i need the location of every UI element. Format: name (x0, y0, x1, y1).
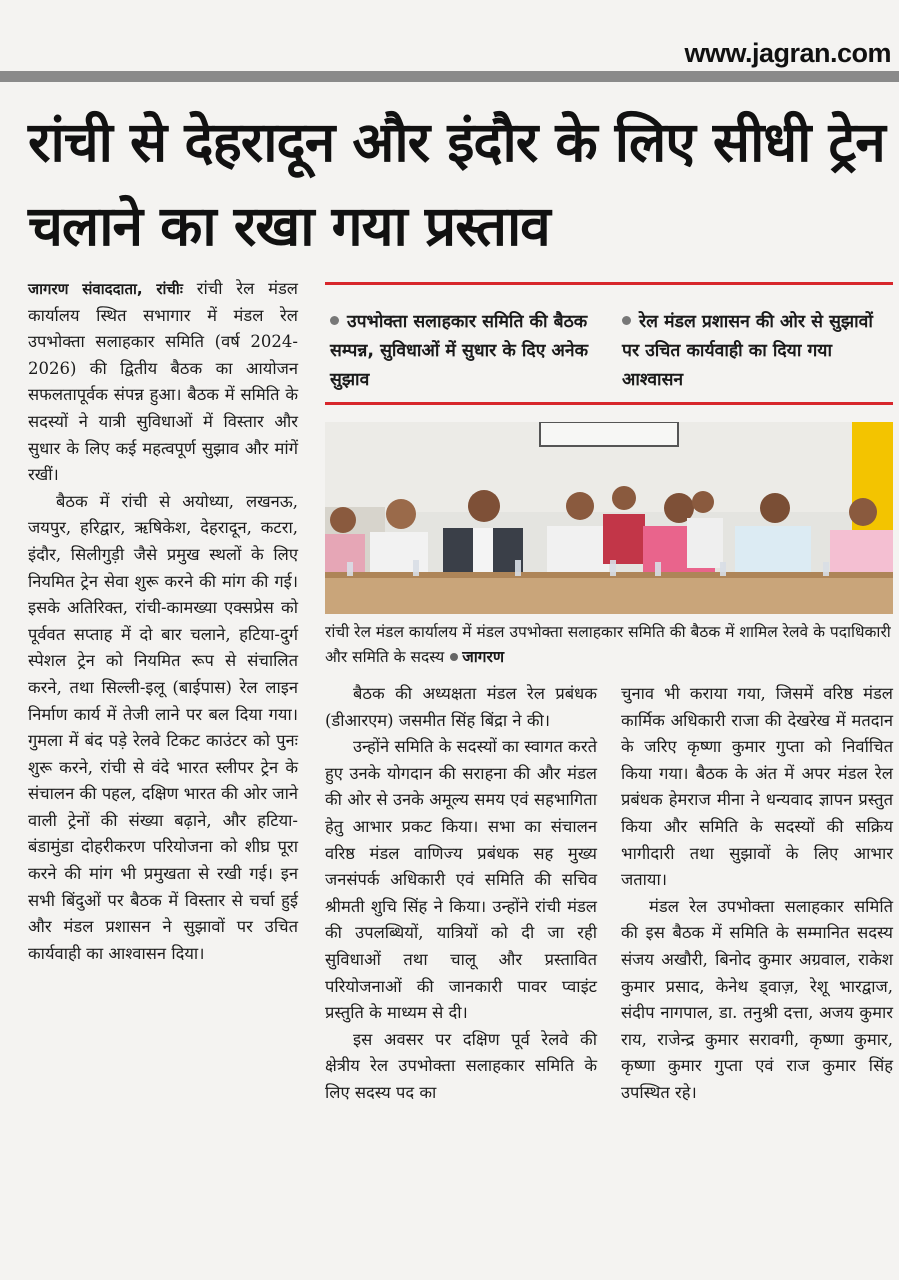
article-paragraph: इस अवसर पर दक्षिण पूर्व रेलवे की क्षेत्रीय रेल उपभोक्ता सलाहकार समिति के लिए सदस्य पद का (325, 1029, 597, 1102)
caption-text: रांची रेल मंडल कार्यालय में मंडल उपभोक्ता सलाहकार समिति की बैठक में शामिल रेलवे के पदाधिकारी और समिति के सदस्य (325, 623, 891, 666)
highlight-text: रेल मंडल प्रशासन की ओर से सुझावों पर उचित कार्यवाही का दिया गया आश्वासन (622, 312, 873, 390)
article-paragraph: मंडल रेल उपभोक्ता सलाहकार समिति की इस बैठक में समिति के सम्मानित सदस्य संजय अखौरी, बिनोद कुमार अग्रवाल, राकेश कुमार प्रसाद, केनेथ ड्वाज़, रेशू भारद्वाज, संदीप नागपाल, डा. तनुश्री दत्ता, अजय कुमार राय, राजेन्द्र कुमार सरावगी, कृष्णा कुमार, कृष्णा कुमार गुप्ता एवं राज कुमार सिंह उपस्थित रहे। (621, 896, 893, 1102)
meeting-photo (325, 422, 893, 614)
page-title: रांची से देहरादून और इंदौर के लिए सीधी ट्रेन चलाने का रखा गया प्रस्ताव (28, 110, 885, 258)
highlight-top-rule (325, 282, 893, 285)
article-column-1 (28, 276, 298, 967)
article-column-2 (325, 681, 597, 1107)
highlight-bottom-rule (325, 402, 893, 405)
meeting-photo-illustration (325, 422, 893, 614)
article-paragraph: चुनाव भी कराया गया, जिसमें वरिष्ठ मंडल कार्मिक अधिकारी राजा की देखरेख में मतदान के जरिए कृष्णा कुमार गुप्ता को निर्वाचित किया गया। बैठक के अंत में अपर मंडल रेल प्रबंधक हेमराज मीना ने धन्यवाद ज्ञापन प्रस्तुत किया और समिति के सदस्यों की सक्रिय भागीदारी तथा सुझावों के लिए आभार जताया। (621, 684, 893, 890)
highlight-text: उपभोक्ता सलाहकार समिति की बैठक सम्पन्न, सुविधाओं में सुधार के दिए अनेक सुझाव (330, 312, 589, 390)
bullet-icon (622, 316, 631, 325)
article-paragraph (28, 276, 298, 489)
article-column-3 (621, 681, 893, 1107)
highlight-2 (622, 308, 892, 395)
bullet-icon (330, 316, 339, 325)
photo-caption (325, 620, 893, 670)
photo-credit: जागरण (462, 648, 505, 666)
bullet-icon (450, 653, 458, 661)
highlight-1 (330, 308, 605, 395)
site-url: www.jagran.com (684, 38, 891, 68)
dateline: जागरण संवाददाता, रांचीः (28, 280, 183, 298)
article-paragraph: बैठक की अध्यक्षता मंडल रेल प्रबंधक (डीआरएम) जसमीत सिंह बिंद्रा ने की। (325, 684, 597, 730)
article-paragraph: बैठक में रांची से अयोध्या, लखनऊ, जयपुर, हरिद्वार, ऋषिकेश, देहरादून, कटरा, इंदौर, सिलीगुड़ी जैसे प्रमुख स्थलों के लिए नियमित ट्रेन सेवा शुरू करने की मांग की गई। इसके अतिरिक्त, रांची-कामख्या एक्सप्रेस को पूर्ववत सप्ताह में दो बार चलाने, हटिया-दुर्ग स्पेशल ट्रेन को नियमित रूप से संचालित करने, तथा सिल्ली-इलू (बाईपास) रेल लाइन निर्माण कार्य में तेजी लाने पर बल दिया गया। गुमला में बंद पड़े रेलवे टिकट काउंटर को पुनः शुरू करने, रांची से वंदे भारत स्लीपर ट्रेन के संचालन की पहल, दक्षिण भारत की ओर जाने वाली ट्रेनों की संख्या बढ़ाने, और हटिया-बंडामुंडा दोहरीकरण परियोजना को शीघ्र पूरा करने की मांग भी प्रमुखता से रखी गई। इन सभी बिंदुओं पर बैठक में विस्तार से चर्चा हुई और मंडल प्रशासन ने सुझावों पर उचित कार्यवाही का आश्वासन दिया। (28, 491, 298, 963)
top-rule (0, 71, 899, 82)
paragraph-text: रांची रेल मंडल कार्यालय स्थित सभागार में मंडल रेल उपभोक्ता सलाहकार समिति (वर्ष 2024-2026) की द्वितीय बैठक का आयोजन सफलतापूर्वक संपन्न हुआ। बैठक में समिति के सदस्यों ने यात्री सुविधाओं में विस्तार और सुधार के लिए कई महत्वपूर्ण सुझाव और मांगें रखीं। (28, 279, 298, 485)
article-paragraph: उन्होंने समिति के सदस्यों का स्वागत करते हुए उनके योगदान की सराहना की और मंडल की ओर से उनके अमूल्य समय एवं सहभागिता हेतु आभार प्रकट किया। सभा का संचालन वरिष्ठ मंडल वाणिज्य प्रबंधक सह मुख्य जनसंपर्क अधिकारी एवं समिति की सचिव श्रीमती शुचि सिंह ने किया। उन्होंने रांची मंडल की उपलब्धियों, यात्रियों को दी जा रही सुविधाओं तथा चालू और प्रस्तावित परियोजनाओं की जानकारी पावर प्वाइंट प्रस्तुति के माध्यम से दी। (325, 737, 597, 1023)
